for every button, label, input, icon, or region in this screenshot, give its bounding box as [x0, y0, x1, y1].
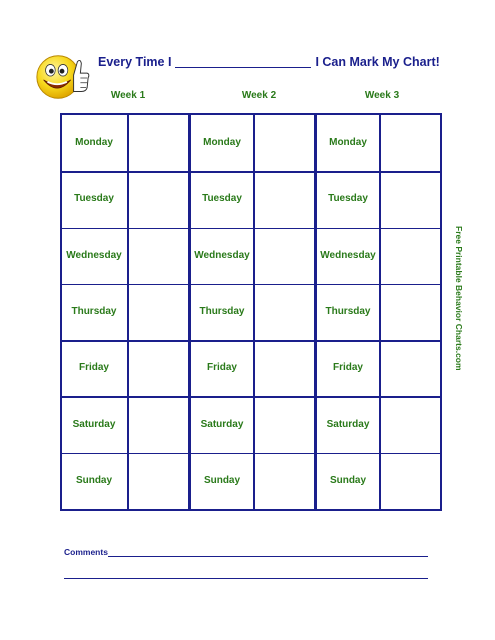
day-label-saturday-week-3: Saturday: [326, 418, 370, 430]
day-label-sunday-week-2: Sunday: [203, 474, 241, 486]
day-label-tuesday-week-2: Tuesday: [202, 193, 242, 205]
mark-cell-monday-week-1[interactable]: [128, 117, 188, 169]
day-label-tuesday-week-1: Tuesday: [74, 193, 114, 205]
day-label-friday-week-3: Friday: [332, 362, 363, 374]
mark-cell-thursday-week-2[interactable]: [255, 286, 314, 338]
mark-cell-monday-week-3[interactable]: [381, 117, 440, 169]
comments-line-2[interactable]: [64, 578, 428, 579]
mark-cell-monday-week-2[interactable]: [255, 117, 314, 169]
day-label-sunday-week-1: Sunday: [75, 474, 113, 486]
website-credit: Free Printable Behavior Charts.com: [454, 226, 464, 371]
mark-cell-wednesday-week-2[interactable]: [255, 230, 314, 282]
week-label-2: Week 2: [241, 90, 277, 101]
behavior-chart-grid: [60, 113, 442, 511]
day-label-monday-week-2: Monday: [203, 137, 241, 149]
day-label-monday-week-3: Monday: [329, 137, 367, 149]
mark-cell-saturday-week-2[interactable]: [255, 398, 314, 450]
chart-title: [98, 52, 440, 72]
title-blank-line: [175, 54, 311, 68]
mark-cell-tuesday-week-1[interactable]: [128, 173, 188, 225]
day-label-wednesday-week-1: Wednesday: [66, 249, 122, 261]
day-label-sunday-week-3: Sunday: [329, 474, 367, 486]
mark-cell-sunday-week-2[interactable]: [255, 455, 314, 507]
mark-cell-friday-week-1[interactable]: [128, 342, 188, 394]
mark-cell-wednesday-week-1[interactable]: [128, 230, 188, 282]
comments-label: Comments: [64, 547, 108, 557]
thumbs-up-smiley-icon: [33, 48, 91, 106]
mark-cell-thursday-week-1[interactable]: [128, 286, 188, 338]
title-prefix: Every Time I: [98, 55, 172, 69]
day-label-saturday-week-2: Saturday: [200, 418, 244, 430]
mark-cell-thursday-week-3[interactable]: [381, 286, 440, 338]
mark-cell-saturday-week-3[interactable]: [381, 398, 440, 450]
day-label-friday-week-2: Friday: [206, 362, 237, 374]
day-label-friday-week-1: Friday: [78, 362, 109, 374]
mark-cell-saturday-week-1[interactable]: [128, 398, 188, 450]
week-label-1: Week 1: [110, 90, 146, 101]
day-label-thursday-week-2: Thursday: [199, 306, 245, 317]
mark-cell-tuesday-week-2[interactable]: [255, 173, 314, 225]
mark-cell-wednesday-week-3[interactable]: [381, 230, 440, 282]
day-label-wednesday-week-3: Wednesday: [320, 249, 376, 261]
mark-cell-sunday-week-1[interactable]: [128, 455, 188, 507]
mark-cell-sunday-week-3[interactable]: [381, 455, 440, 507]
day-label-thursday-week-3: Thursday: [325, 306, 371, 317]
day-label-monday-week-1: Monday: [75, 137, 113, 149]
mark-cell-friday-week-2[interactable]: [255, 342, 314, 394]
day-label-saturday-week-1: Saturday: [72, 418, 116, 430]
title-suffix: I Can Mark My Chart!: [315, 55, 440, 69]
week-label-3: Week 3: [364, 90, 400, 101]
day-label-wednesday-week-2: Wednesday: [194, 249, 250, 261]
comments-line-1[interactable]: [108, 556, 428, 557]
day-label-thursday-week-1: Thursday: [71, 306, 117, 317]
day-label-tuesday-week-3: Tuesday: [328, 193, 368, 205]
mark-cell-tuesday-week-3[interactable]: [381, 173, 440, 225]
mark-cell-friday-week-3[interactable]: [381, 342, 440, 394]
